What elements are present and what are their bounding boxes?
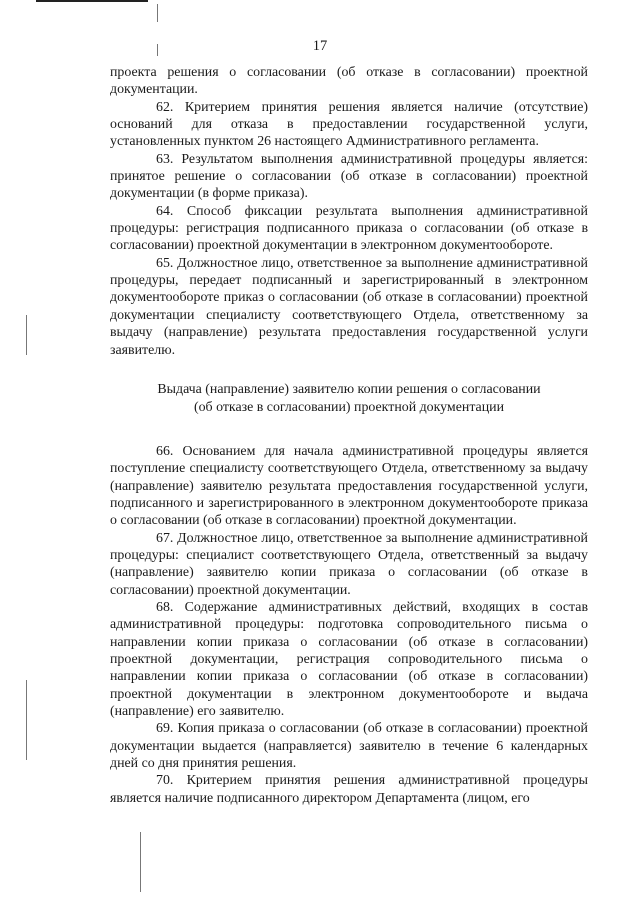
section-heading: [110, 381, 588, 417]
document-body: [110, 64, 588, 807]
paragraph: 70. Критерием принятия решения административной процедуры является наличие подписанного директором Департамента (лицом, его: [110, 773, 588, 806]
paragraph: 69. Копия приказа о согласовании (об отказе в согласовании) проектной документации выдается (направляется) заявителю в течение 6 календарных дней со дня принятия решения.: [110, 721, 588, 772]
paragraph: 66. Основанием для начала административной процедуры является поступление специалисту соответствующего Отдела, ответственному за выдачу (направление) заявителю результата предоставления государственной услуги, подписанного и зарегистрированного в электронном документообороте приказа о согласовании (об отказе в согласовании) проектной документации.: [110, 443, 588, 529]
paragraph: 62. Критерием принятия решения является наличие (отсутствие) оснований для отказа в предоставлении государственной услуги, установленных пунктом 26 настоящего Административного регламента.: [110, 99, 588, 150]
scan-mark: [140, 832, 141, 892]
scan-mark: [26, 315, 27, 355]
paragraph: 65. Должностное лицо, ответственное за выполнение административной процедуры, передает подписанный и зарегистрированный в электронном документообороте приказ о согласовании (об отказе в согласовании) проектной документации специалисту соответствующего Отдела, ответственному за выдачу (направление) результата предоставления государственной услуги заявителю.: [110, 255, 588, 358]
section-heading-line: (об отказе в согласовании) проектной документации: [193, 399, 505, 415]
top-edge-line: [36, 0, 148, 2]
page-number: 17: [312, 38, 328, 54]
scan-mark: [157, 4, 158, 22]
paragraph: 63. Результатом выполнения административной процедуры является: принятое решение о согласовании (об отказе в согласовании) проектной документации (в форме приказа).: [110, 151, 588, 202]
paragraph: 67. Должностное лицо, ответственное за выполнение административной процедуры: специалист соответствующего Отдела, ответственный за выдачу (направление) заявителю копии приказа о согласовании (об отказе в согласовании) проектной документации.: [110, 530, 588, 598]
section-heading-line: Выдача (направление) заявителю копии решения о согласовании: [157, 381, 541, 397]
paragraph: 64. Способ фиксации результата выполнения административной процедуры: регистрация подписанного приказа о согласовании (об отказе в согласовании) проектной документации в электронном документообороте.: [110, 203, 588, 254]
paragraph: проекта решения о согласовании (об отказе в согласовании) проектной документации.: [110, 65, 588, 98]
scan-mark: [26, 680, 27, 760]
paragraph: 68. Содержание административных действий, входящих в состав административной процедуры: подготовка сопроводительного письма о направлении копии приказа о согласовании (об отказе в согласовании) проектной документации, регистрация сопроводительного письма о направлении копии приказа о согласовании (об отказе в согласовании) проектной документации в электронном документообороте и выдача (направление) его заявителю.: [110, 599, 588, 719]
